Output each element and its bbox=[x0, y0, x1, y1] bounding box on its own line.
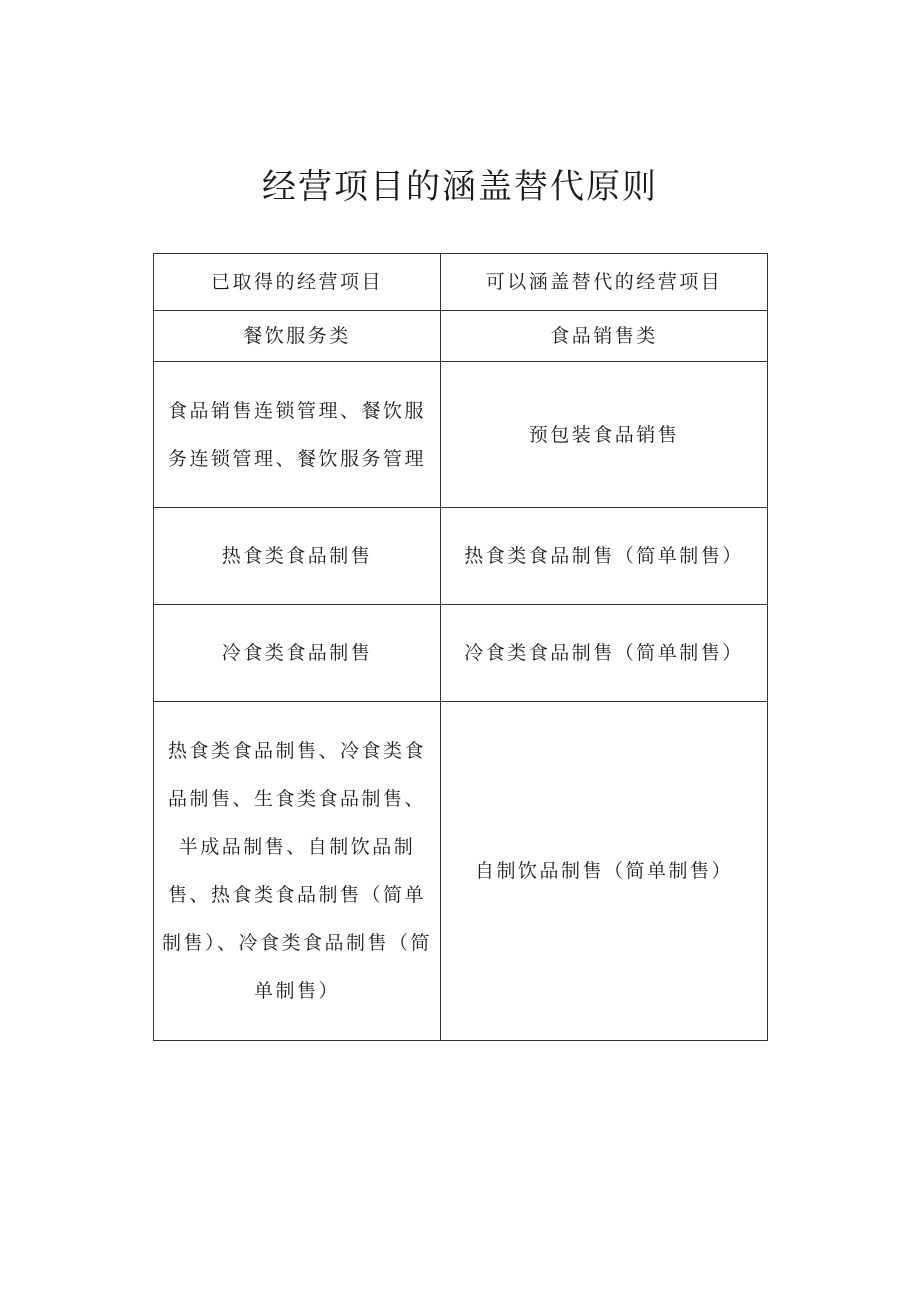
row-obtained: 食品销售连锁管理、餐饮服务连锁管理、餐饮服务管理 bbox=[154, 362, 441, 508]
table-row bbox=[154, 362, 768, 508]
row-obtained: 热食类食品制售、冷食类食品制售、生食类食品制售、半成品制售、自制饮品制售、热食类食品制售（简单制售）、冷食类食品制售（简单制售） bbox=[154, 702, 441, 1041]
row-obtained: 热食类食品制售 bbox=[154, 508, 441, 605]
substitution-table bbox=[153, 253, 768, 1041]
category-obtained: 餐饮服务类 bbox=[154, 311, 441, 362]
row-substitutable: 自制饮品制售（简单制售） bbox=[441, 702, 768, 1041]
table-header-row bbox=[154, 254, 768, 311]
row-substitutable: 热食类食品制售（简单制售） bbox=[441, 508, 768, 605]
table-row bbox=[154, 508, 768, 605]
row-obtained: 冷食类食品制售 bbox=[154, 605, 441, 702]
row-substitutable: 冷食类食品制售（简单制售） bbox=[441, 605, 768, 702]
table-row bbox=[154, 702, 768, 1041]
table-category-row bbox=[154, 311, 768, 362]
table-row bbox=[154, 605, 768, 702]
header-obtained: 已取得的经营项目 bbox=[154, 254, 441, 311]
page-title: 经营项目的涵盖替代原则 bbox=[262, 167, 658, 207]
row-substitutable: 预包装食品销售 bbox=[441, 362, 768, 508]
header-substitutable: 可以涵盖替代的经营项目 bbox=[441, 254, 768, 311]
category-substitutable: 食品销售类 bbox=[441, 311, 768, 362]
